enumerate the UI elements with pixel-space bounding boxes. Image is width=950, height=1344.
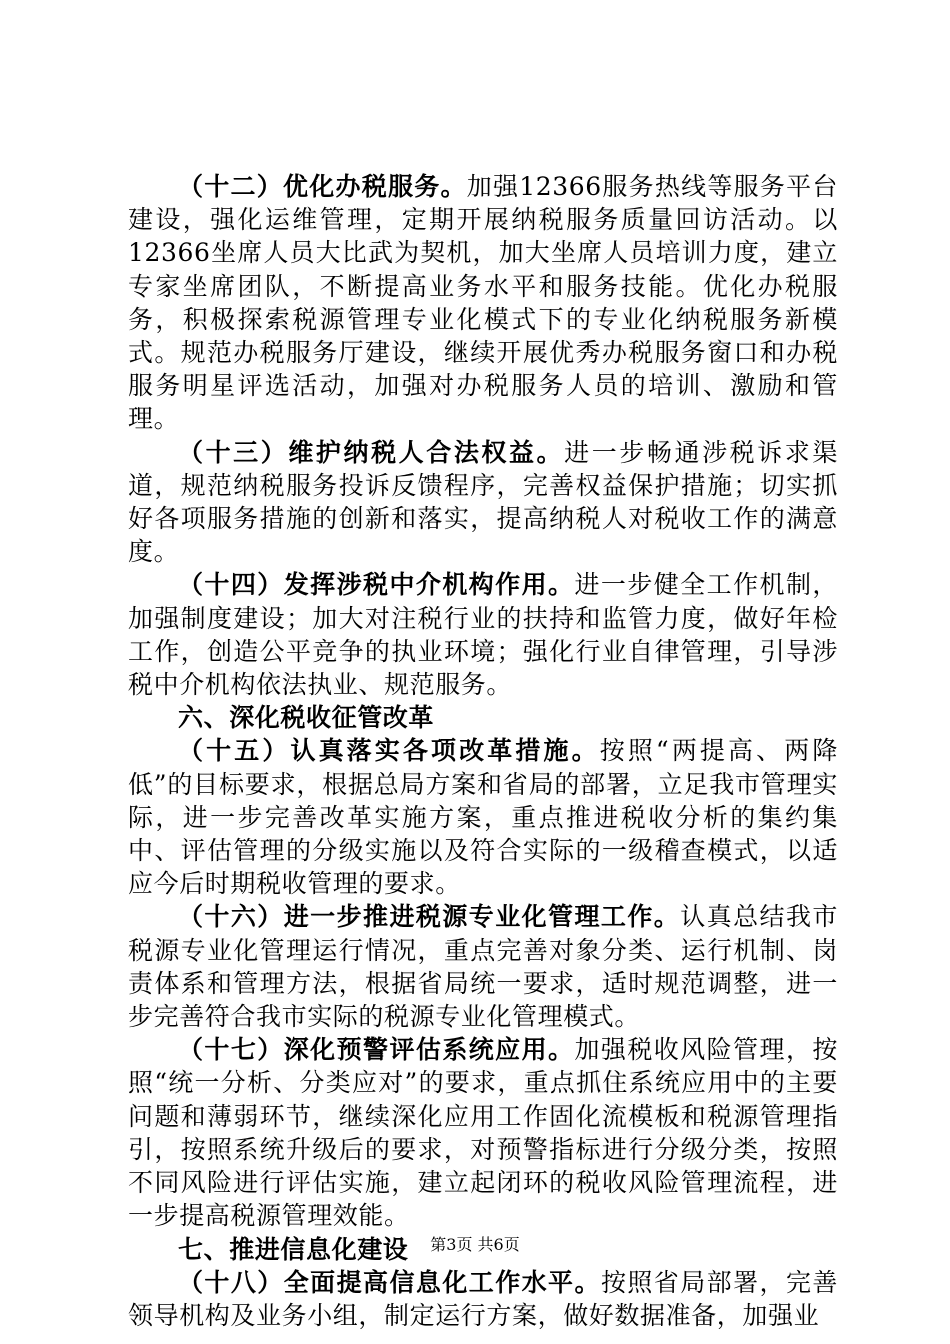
- paragraph-14: [128, 568, 838, 701]
- paragraph-lead: （十三）维护纳税人合法权益。: [178, 437, 565, 467]
- paragraph-13: [128, 436, 838, 569]
- paragraph-text: 按照“两提高、两降低”的目标要求，根据总局方案和省局的部署，立足我市管理实际，进一步完善改革实施方案，重点推进税收分析的集约集中、评估管理的分级实施以及符合实际的一级稽查模式，以适应今后时期税收管理的要求。: [128, 736, 838, 899]
- paragraph-17: [128, 1033, 838, 1232]
- paragraph-text: 进一步健全工作机制，加强制度建设；加大对注税行业的扶持和监管力度，做好年检工作，创造公平竞争的执业环境；强化行业自律管理，引导涉税中介机构依法执业、规范服务。: [128, 570, 838, 700]
- paragraph-lead: （十四）发挥涉税中介机构作用。: [178, 570, 575, 600]
- paragraph-lead: （十五）认真落实各项改革措施。: [178, 736, 600, 766]
- paragraph-15: [128, 734, 838, 900]
- paragraph-lead: （十八）全面提高信息化工作水平。: [178, 1267, 601, 1297]
- paragraph-text: 认真总结我市税源专业化管理运行情况，重点完善对象分类、运行机制、岗责体系和管理方法，根据省局统一要求，适时规范调整，进一步完善符合我市实际的税源专业化管理模式。: [128, 902, 838, 1032]
- paragraph-text: 按照省局部署，完善领导机构及业务小组，制定运行方案，做好数据准备，加强业: [128, 1267, 838, 1330]
- paragraph-18: [128, 1266, 838, 1332]
- section-heading-six: 六、深化税收征管改革: [178, 703, 435, 733]
- paragraph-lead: （十六）进一步推进税源专业化管理工作。: [178, 902, 681, 932]
- page-footer: 第3页 共6页: [430, 1235, 520, 1254]
- paragraph-12: [128, 170, 838, 436]
- paragraph-text: 进一步畅通涉税诉求渠道，规范纳税服务投诉反馈程序，完善权益保护措施；切实抓好各项服务措施的创新和落实，提高纳税人对税收工作的满意度。: [128, 437, 838, 567]
- paragraph-text: 加强税收风险管理，按照“统一分析、分类应对”的要求，重点抓住系统应用中的主要问题和薄弱环节，继续深化应用工作固化流模板和税源管理指引，按照系统升级后的要求，对预警指标进行分级分类，按照不同风险进行评估实施，建立起闭环的税收风险管理流程，进一步提高税源管理效能。: [128, 1035, 838, 1231]
- paragraph-lead: （十七）深化预警评估系统应用。: [178, 1035, 575, 1065]
- section-heading-seven: 七、推进信息化建设: [178, 1234, 409, 1264]
- document-body: [128, 170, 838, 1332]
- paragraph-16: [128, 900, 838, 1033]
- paragraph-text: 加强12366服务热线等服务平台建设，强化运维管理，定期开展纳税服务质量回访活动。以12366坐席人员大比武为契机，加大坐席人员培训力度，建立专家坐席团队，不断提高业务水平和服务技能。优化办税服务，积极探索税源管理专业化模式下的专业化纳税服务新模式。规范办税服务厅建设，继续开展优秀办税服务窗口和办税服务明星评选活动，加强对办税服务人员的培训、激励和管理。: [128, 172, 838, 434]
- paragraph-lead: （十二）优化办税服务。: [178, 172, 467, 201]
